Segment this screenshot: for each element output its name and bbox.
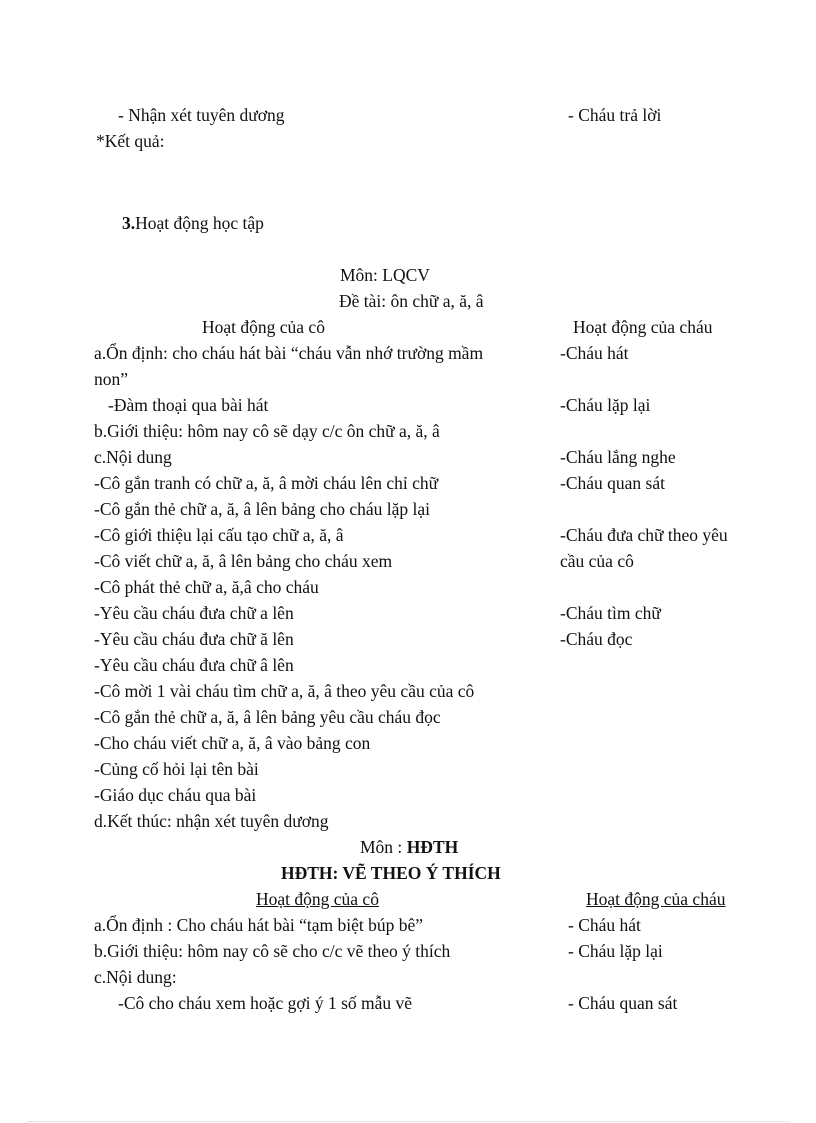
- lqcv-topic: Đề tài: ôn chữ a, ă, â: [339, 291, 484, 311]
- lqcv-child-row: -Cháu quan sát: [560, 473, 665, 493]
- lqcv-teacher-row: -Cô phát thẻ chữ a, ă,â cho cháu: [94, 577, 319, 597]
- hdth-col-teacher-header: Hoạt động của cô: [256, 889, 379, 909]
- top-left-text: - Nhận xét tuyên dương: [118, 105, 285, 125]
- hdth-teacher-row: a.Ổn định : Cho cháu hát bài “tạm biệt búp bê”: [94, 915, 424, 935]
- result-label: *Kết quả:: [96, 131, 165, 151]
- lqcv-child-row: -Cháu tìm chữ: [560, 603, 661, 623]
- lqcv-teacher-row: b.Giới thiệu: hôm nay cô sẽ dạy c/c ôn chữ a, ă, â: [94, 421, 440, 441]
- hdth-child-row: - Cháu lặp lại: [568, 941, 663, 961]
- lqcv-child-row: -Cháu lắng nghe: [560, 447, 676, 467]
- lqcv-teacher-row: -Cô giới thiệu lại cấu tạo chữ a, ă, â: [94, 525, 344, 545]
- section-3-heading: [122, 212, 264, 234]
- hdth-teacher-row: c.Nội dung:: [94, 967, 177, 987]
- lqcv-teacher-row: -Cô gắn thẻ chữ a, ă, â lên bảng yêu cầu cháu đọc: [94, 707, 441, 727]
- lqcv-col-teacher-header: Hoạt động của cô: [202, 317, 325, 337]
- lqcv-teacher-row: -Yêu cầu cháu đưa chữ ă lên: [94, 629, 294, 649]
- hdth-col-child-header: Hoạt động của cháu: [586, 889, 726, 909]
- lqcv-teacher-row: non”: [94, 369, 129, 389]
- hdth-subject-value: HĐTH: [406, 837, 459, 857]
- lqcv-teacher-row: a.Ổn định: cho cháu hát bài “cháu vẫn nhớ trường mầm: [94, 343, 484, 363]
- lqcv-teacher-row: -Cô viết chữ a, ă, â lên bảng cho cháu xem: [94, 551, 393, 571]
- lqcv-child-row: -Cháu đưa chữ theo yêu: [560, 525, 728, 545]
- lqcv-col-child-header: Hoạt động của cháu: [573, 317, 713, 337]
- lqcv-subject: Môn: LQCV: [340, 265, 430, 285]
- section-3-title: Hoạt động học tập: [135, 213, 264, 233]
- hdth-subject-label: Môn :: [360, 837, 407, 857]
- lqcv-child-row: -Cháu đọc: [560, 629, 633, 649]
- lqcv-teacher-row: c.Nội dung: [94, 447, 172, 467]
- lqcv-teacher-row: d.Kết thúc: nhận xét tuyên dương: [94, 811, 329, 831]
- lqcv-teacher-row: -Cho cháu viết chữ a, ă, â vào bảng con: [94, 733, 371, 753]
- section-3-number: 3.: [122, 213, 136, 233]
- lqcv-teacher-row: -Yêu cầu cháu đưa chữ a lên: [94, 603, 294, 623]
- lqcv-teacher-row: -Đàm thoại qua bài hát: [108, 395, 269, 415]
- page-bottom-divider: [28, 1121, 788, 1122]
- lqcv-child-row: cầu của cô: [560, 551, 634, 571]
- hdth-child-row: - Cháu hát: [568, 915, 641, 935]
- lqcv-child-row: -Cháu lặp lại: [560, 395, 651, 415]
- hdth-teacher-row: -Cô cho cháu xem hoặc gợi ý 1 số mẫu vẽ: [118, 993, 413, 1013]
- hdth-title: HĐTH: VẼ THEO Ý THÍCH: [281, 863, 501, 883]
- lqcv-teacher-row: -Củng cố hỏi lại tên bài: [94, 759, 259, 779]
- hdth-subject: [360, 836, 458, 858]
- hdth-child-row: - Cháu quan sát: [568, 993, 678, 1013]
- lqcv-teacher-row: -Cô gắn thẻ chữ a, ă, â lên bảng cho cháu lặp lại: [94, 499, 431, 519]
- lqcv-teacher-row: -Giáo dục cháu qua bài: [94, 785, 257, 805]
- lqcv-teacher-row: -Yêu cầu cháu đưa chữ â lên: [94, 655, 294, 675]
- top-right-text: - Cháu trả lời: [568, 105, 662, 125]
- hdth-teacher-row: b.Giới thiệu: hôm nay cô sẽ cho c/c vẽ theo ý thích: [94, 941, 451, 961]
- lqcv-teacher-row: -Cô gắn tranh có chữ a, ă, â mời cháu lên chỉ chữ: [94, 473, 439, 493]
- lqcv-child-row: -Cháu hát: [560, 343, 629, 363]
- lqcv-teacher-row: -Cô mời 1 vài cháu tìm chữ a, ă, â theo yêu cầu của cô: [94, 681, 475, 701]
